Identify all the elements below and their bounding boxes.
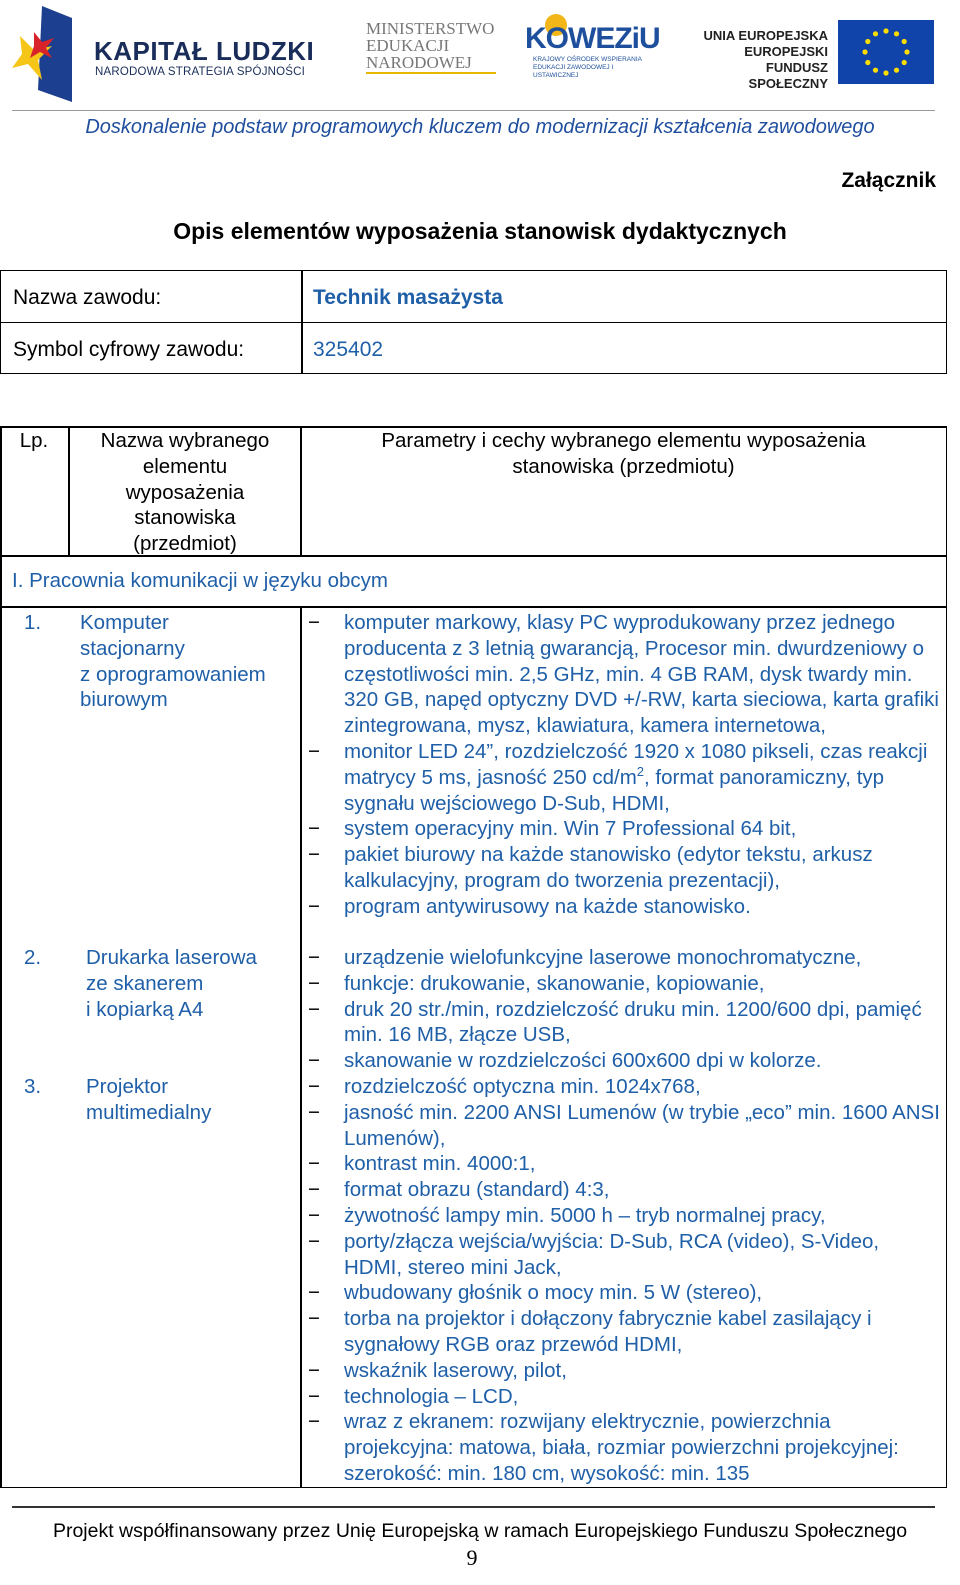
eu-star-icon: [873, 31, 878, 36]
row-2-name: Drukarka laserowa ze skanerem i kopiarką A4: [86, 946, 257, 1021]
list-item: − funkcje: drukowanie, skanowanie, kopiowanie,: [308, 971, 940, 997]
list-item: − system operacyjny min. Win 7 Professional 64 bit,: [308, 816, 940, 842]
list-item: − jasność min. 2200 ANSI Lumenów (w trybie „eco” min. 1600 ANSI Lumenów),: [308, 1100, 940, 1152]
annex-label: Załącznik: [841, 169, 936, 192]
profession-value: Technik masażysta: [313, 286, 503, 309]
profession-info-table: [0, 270, 947, 374]
koweziu-logo: KOWEZiU: [525, 22, 660, 55]
row-1-name: Komputer stacjonarny z oprogramowaniem biurowym: [80, 611, 266, 712]
kapital-ludzki-title: KAPITAŁ LUDZKI: [94, 36, 315, 66]
eu-flag-icon: [838, 20, 934, 84]
page-number: 9: [466, 1545, 478, 1570]
eu-star-icon: [894, 31, 899, 36]
eu-star-icon: [904, 49, 909, 54]
header-lp: Lp.: [19, 429, 49, 452]
row-3-name: Projektor multimedialny: [86, 1075, 212, 1124]
profession-row: [1, 271, 946, 323]
equipment-table: [0, 426, 947, 1488]
document-title: Opis elementów wyposażenia stanowisk dydaktycznych: [173, 218, 787, 244]
list-item: − wraz z ekranem: rozwijany elektrycznie, powierzchnia projekcyjna: matowa, biała, rozmiar powierzchni projekcyjnej: szerokość: min. 180 cm, wysokość: min. 135: [308, 1409, 940, 1486]
eu-star-icon: [862, 49, 867, 54]
list-item: − urządzenie wielofunkcyjne laserowe monochromatyczne,: [308, 945, 940, 971]
header-rule: [12, 110, 935, 111]
list-item: − pakiet biurowy na każde stanowisko (edytor tekstu, arkusz kalkulacyjny, program do tworzenia prezentacji),: [308, 842, 940, 894]
row-2-params: [308, 945, 940, 1074]
eu-star-icon: [894, 68, 899, 73]
ministry-underline: [366, 72, 496, 74]
list-item: − torba na projektor i dołączony fabrycznie kabel zasilający i sygnałowy RGB oraz przewód HDMI,: [308, 1306, 940, 1358]
profession-label: Nazwa zawodu:: [13, 286, 162, 309]
row-3-lp: 3.: [24, 1075, 42, 1098]
section-title: I. Pracownia komunikacji w języku obcym: [12, 569, 388, 592]
kapital-ludzki-logo-icon: [12, 6, 72, 102]
list-item: − format obrazu (standard) 4:3,: [308, 1177, 940, 1203]
eu-star-icon: [902, 39, 907, 44]
list-item: − program antywirusowy na każde stanowisko.: [308, 894, 940, 920]
list-item: − kontrast min. 4000:1,: [308, 1151, 940, 1177]
list-item: − porty/złącza wejścia/wyjścia: D-Sub, RCA (video), S-Video, HDMI, stereo mini Jack,: [308, 1229, 940, 1281]
eu-star-icon: [902, 60, 907, 65]
symbol-label: Symbol cyfrowy zawodu:: [13, 338, 245, 361]
eu-star-icon: [865, 39, 870, 44]
row-1-lp: 1.: [24, 611, 42, 634]
symbol-row: [1, 322, 946, 374]
list-item: − technologia – LCD,: [308, 1384, 940, 1410]
footer-rule: [12, 1506, 935, 1508]
ministry-logo: MINISTERSTWO EDUKACJI NARODOWEJ: [366, 19, 495, 72]
header-item-name: Nazwa wybranego elementu wyposażenia stanowiska (przedmiot): [100, 429, 270, 556]
eu-star-icon: [883, 28, 888, 33]
header-parameters: Parametry i cechy wybranego elementu wyposażenia stanowiska (przedmiotu): [381, 429, 866, 478]
row-1-params: [308, 610, 940, 920]
eu-star-icon: [883, 70, 888, 75]
eu-logo-text: UNIA EUROPEJSKA EUROPEJSKI FUNDUSZ SPOŁECZNY: [703, 28, 828, 91]
row-2-lp: 2.: [24, 946, 42, 969]
list-item: − wbudowany głośnik o mocy min. 5 W (stereo),: [308, 1280, 940, 1306]
kapital-ludzki-subtitle: NARODOWA STRATEGIA SPÓJNOŚCI: [95, 66, 306, 78]
eu-star-icon: [865, 60, 870, 65]
symbol-value: 325402: [313, 338, 384, 361]
list-item: − skanowanie w rozdzielczości 600x600 dpi w kolorze.: [308, 1048, 940, 1074]
eu-star-icon: [873, 68, 878, 73]
row-3-params: [308, 1074, 940, 1487]
list-item: − monitor LED 24”, rozdzielczość 1920 x 1080 pikseli, czas reakcji matrycy 5 ms, jasność 250 $cd/m^2$, format panoramiczny, typ sygnału wejściowego D-Sub, HDMI,: [308, 739, 940, 816]
list-item: − druk 20 str./min, rozdzielczość druku min. 1200/600 dpi, pamięć min. 16 MB, złącze USB,: [308, 997, 940, 1049]
list-item: − wskaźnik laserowy, pilot,: [308, 1358, 940, 1384]
project-title: Doskonalenie podstaw programowych kluczem do modernizacji kształcenia zawodowego: [85, 116, 875, 138]
list-item: − żywotność lampy min. 5000 h – tryb normalnej pracy,: [308, 1203, 940, 1229]
list-item: − komputer markowy, klasy PC wyprodukowany przez jednego producenta z 3 letnią gwarancją, Procesor min. dwurdzeniowy o częstotliwości min. 2,5 GHz, min. 4 GB RAM, dysk twardy min. 320 GB, napęd optyczny DVD +/-RW, karta sieciowa, karta grafiki zintegrowana, mysz, klawiatura, kamera internetowa,: [308, 610, 940, 739]
list-item: − rozdzielczość optyczna min. 1024x768,: [308, 1074, 940, 1100]
koweziu-subtitle: KRAJOWY OŚRODEK WSPIERANIA EDUKACJI ZAWODOWEJ I USTAWICZNEJ: [533, 56, 642, 79]
footer-text: Projekt współfinansowany przez Unię Europejską w ramach Europejskiego Funduszu Społecznego: [52, 1520, 908, 1542]
logo-bar: [0, 0, 960, 110]
